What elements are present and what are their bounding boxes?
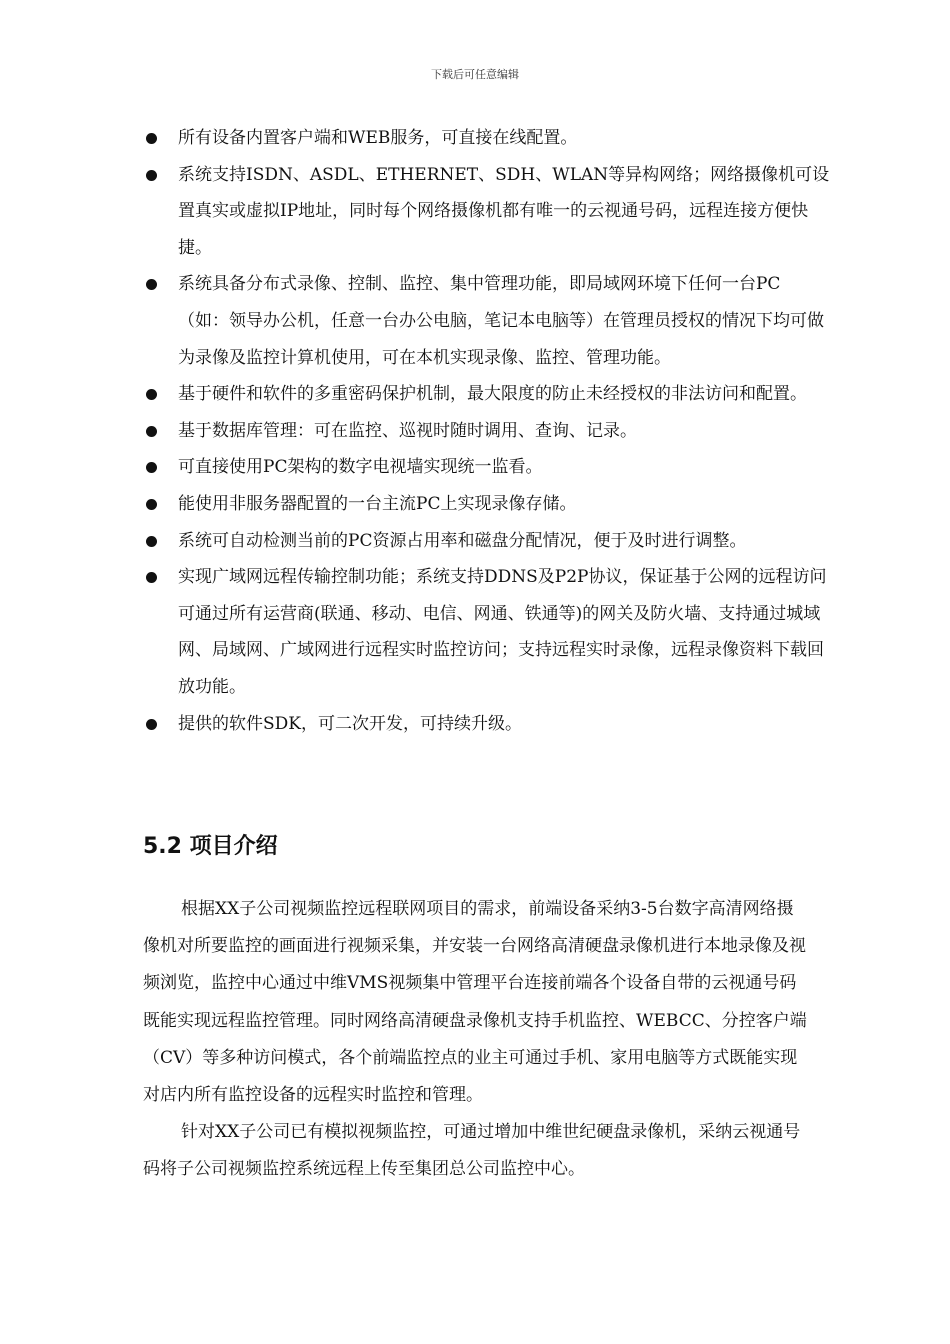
bullet-dot-icon: [146, 426, 157, 437]
feature-bullet-item: [140, 486, 830, 523]
feature-bullet-text: 实现广域网远程传输控制功能；系统支持DDNS及P2P协议，保证基于公网的远程访问可通过所有运营商(联通、移动、电信、网通、铁通等)的网关及防火墙、支持通过城域网、局域网、广域网进行远程实时监控访问；支持远程实时录像，远程录像资料下载回放功能。: [178, 567, 827, 697]
feature-bullet-text: 能使用非服务器配置的一台主流PC上实现录像存储。: [178, 493, 577, 514]
section-body: [143, 891, 809, 1189]
section-paragraph: 根据XX子公司视频监控远程联网项目的需求，前端设备采纳3-5台数字高清网络摄像机对所要监控的画面进行视频采集，并安装一台网络高清硬盘录像机进行本地录像及视频浏览，监控中心通过中维VMS视频集中管理平台连接前端各个设备自带的云视通号码既能实现远程监控管理。同时网络高清硬盘录像机支持手机监控、WEBCC、分控客户端（CV）等多种访问模式，各个前端监控点的业主可通过手机、家用电脑等方式既能实现对店内所有监控设备的远程实时监控和管理。: [143, 899, 807, 1106]
bullet-dot-icon: [146, 462, 157, 473]
bullet-dot-icon: [146, 170, 157, 181]
feature-bullet-item: [140, 449, 830, 486]
feature-bullet-item: [140, 413, 830, 450]
bullet-dot-icon: [146, 536, 157, 547]
feature-bullet-text: 可直接使用PC架构的数字电视墙实现统一监看。: [178, 457, 543, 478]
feature-bullet-item: [140, 706, 830, 743]
bullet-dot-icon: [146, 389, 157, 400]
section-heading: 5.2 项目介绍: [143, 834, 278, 859]
feature-bullet-text: 提供的软件SDK，可二次开发，可持续升级。: [178, 713, 522, 734]
bullet-dot-icon: [146, 719, 157, 730]
feature-bullet-item: [140, 266, 830, 376]
bullet-dot-icon: [146, 133, 157, 144]
feature-bullet-list: [140, 120, 830, 742]
feature-bullet-item: [140, 376, 830, 413]
page-header: 下载后可任意编辑: [431, 68, 519, 81]
feature-bullet-item: [140, 120, 830, 157]
feature-bullet-text: 所有设备内置客户端和WEB服务，可直接在线配置。: [178, 128, 578, 148]
feature-bullet-item: [140, 523, 830, 560]
feature-bullet-item: [140, 157, 830, 267]
feature-bullet-text: 基于数据库管理：可在监控、巡视时随时调用、查询、记录。: [178, 420, 637, 441]
section-paragraph: 针对XX子公司已有模拟视频监控，可通过增加中维世纪硬盘录像机，采纳云视通号码将子公司视频监控系统远程上传至集团总公司监控中心。: [143, 1122, 801, 1180]
feature-bullet-text: 系统可自动检测当前的PC资源占用率和磁盘分配情况，便于及时进行调整。: [178, 530, 747, 551]
bullet-dot-icon: [146, 572, 157, 583]
feature-bullet-text: 基于硬件和软件的多重密码保护机制，最大限度的防止未经授权的非法访问和配置。: [178, 384, 807, 405]
bullet-dot-icon: [146, 279, 157, 290]
feature-bullet-text: 系统支持ISDN、ASDL、ETHERNET、SDH、WLAN等异构网络；网络摄像机可设置真实或虚拟IP地址，同时每个网络摄像机都有唯一的云视通号码，远程连接方便快捷。: [178, 164, 830, 258]
feature-bullet-item: [140, 559, 830, 705]
feature-bullet-text: 系统具备分布式录像、控制、监控、集中管理功能，即局域网环境下任何一台PC（如：领导办公机，任意一台办公电脑，笔记本电脑等）在管理员授权的情况下均可做为录像及监控计算机使用，可在本机实现录像、监控、管理功能。: [178, 274, 824, 368]
bullet-dot-icon: [146, 499, 157, 510]
